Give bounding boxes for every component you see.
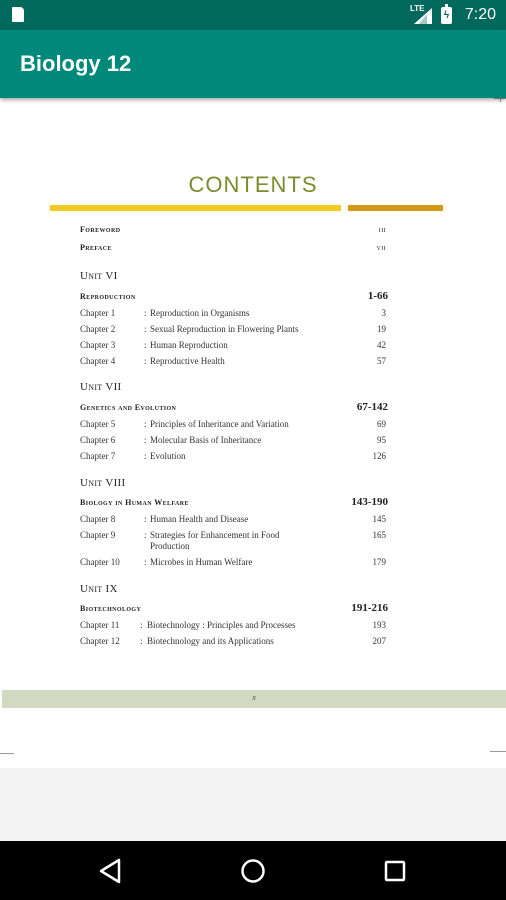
status-bar (0, 0, 506, 30)
toc-section-range: 191-216 (351, 602, 388, 614)
chapter-number: Chapter 5 (80, 419, 116, 429)
toc-section-range: 1-66 (367, 290, 388, 302)
chapter-page: 207 (372, 636, 386, 646)
app-title: Biology 12 (20, 51, 132, 76)
toc-section-reproduction[interactable] (80, 292, 388, 306)
toc-chapter-row[interactable] (80, 356, 388, 370)
toc-chapter-row[interactable] (80, 636, 388, 650)
toc-section-human-welfare[interactable] (80, 498, 388, 512)
chapter-page: 69 (377, 419, 386, 429)
toc-front-label: Foreword (80, 225, 121, 234)
chapter-number: Chapter 11 (80, 620, 120, 630)
chapter-page: 165 (372, 530, 386, 540)
toc-chapter-row[interactable] (80, 451, 388, 465)
toc-section-range: 67-142 (356, 401, 388, 413)
chapter-title: Biotechnology and its Applications (147, 636, 274, 646)
battery-charging-icon (441, 7, 452, 24)
home-icon[interactable] (237, 855, 269, 887)
chapter-separator: : (144, 530, 147, 540)
chapter-title: Reproduction in Organisms (150, 308, 250, 318)
chapter-page: 179 (372, 557, 386, 567)
chapter-separator: : (140, 620, 143, 630)
chapter-number: Chapter 7 (80, 451, 116, 461)
chapter-title: Molecular Basis of Inheritance (150, 435, 262, 445)
chapter-number: Chapter 12 (80, 636, 120, 646)
toc-unit-heading: Unit IX (80, 583, 118, 595)
chapter-page: 3 (381, 308, 386, 318)
chapter-separator: : (144, 451, 147, 461)
toc-front-page: vii (376, 243, 386, 252)
chapter-separator: : (140, 636, 143, 646)
chapter-page: 42 (377, 340, 386, 350)
crop-mark-bottom-right (490, 751, 506, 752)
chapter-page: 193 (372, 620, 386, 630)
toc-section-biotechnology[interactable] (80, 604, 388, 618)
recents-icon[interactable] (379, 855, 411, 887)
network-type-label: LTE (410, 4, 425, 13)
chapter-title: Sexual Reproduction in Flowering Plants (150, 324, 299, 334)
chapter-title: Microbes in Human Welfare (150, 557, 253, 567)
toc-section-title: Reproduction (80, 292, 136, 301)
chapter-separator: : (144, 435, 147, 445)
title-rule-yellow (50, 205, 341, 211)
toc-chapter-row[interactable] (80, 514, 388, 528)
chapter-separator: : (144, 356, 147, 366)
chapter-separator: : (144, 557, 147, 567)
chapter-title: Evolution (150, 451, 186, 461)
chapter-title: Biotechnology : Principles and Processes (147, 620, 296, 630)
toc-chapter-row[interactable] (80, 435, 388, 449)
crop-mark-top-right-vertical (500, 98, 501, 102)
toc-unit-heading: Unit VIII (80, 477, 126, 489)
chapter-separator: : (144, 340, 147, 350)
app-bar (0, 30, 506, 98)
chapter-separator: : (144, 324, 147, 334)
toc-front-foreword[interactable] (80, 225, 388, 239)
chapter-page: 19 (377, 324, 386, 334)
charging-bolt-icon: ϟ (443, 10, 450, 21)
document-page (0, 98, 506, 768)
toc-front-preface[interactable] (80, 243, 388, 257)
navigation-bar (0, 841, 506, 900)
chapter-title: Human Health and Disease (150, 514, 249, 524)
back-icon[interactable] (95, 855, 127, 887)
toc-chapter-row[interactable] (80, 530, 388, 554)
title-rule-gold (348, 205, 443, 211)
toc-section-genetics[interactable] (80, 403, 388, 417)
chapter-number: Chapter 4 (80, 356, 116, 366)
chapter-number: Chapter 1 (80, 308, 116, 318)
toc-chapter-row[interactable] (80, 419, 388, 433)
toc-front-label: Preface (80, 243, 112, 252)
status-clock: 7:20 (464, 6, 496, 23)
toc-chapter-row[interactable] (80, 557, 388, 571)
chapter-page: 95 (377, 435, 386, 445)
toc-front-page: iii (378, 225, 386, 234)
toc-unit-heading: Unit VI (80, 270, 118, 282)
chapter-separator: : (144, 514, 147, 524)
toc-chapter-row[interactable] (80, 324, 388, 338)
chapter-number: Chapter 10 (80, 557, 120, 567)
chapter-page: 126 (372, 451, 386, 461)
crop-mark-bottom-left (0, 753, 14, 754)
toc-section-range: 143-190 (351, 496, 388, 508)
toc-chapter-row[interactable] (80, 308, 388, 322)
chapter-separator: : (144, 419, 147, 429)
sd-card-icon (12, 7, 24, 22)
chapter-title: Principles of Inheritance and Variation (150, 419, 289, 429)
page-folio: x (252, 693, 256, 702)
toc-section-title: Genetics and Evolution (80, 403, 177, 412)
toc-section-title: Biology in Human Welfare (80, 498, 189, 507)
chapter-number: Chapter 6 (80, 435, 116, 445)
signal-icon (414, 8, 432, 24)
chapter-page: 145 (372, 514, 386, 524)
contents-title: CONTENTS (188, 172, 318, 197)
toc-section-title: Biotechnology (80, 604, 142, 613)
toc-chapter-row[interactable] (80, 620, 388, 634)
chapter-page: 57 (377, 356, 386, 366)
page-footer-band (2, 690, 506, 708)
pdf-viewer[interactable] (0, 98, 506, 841)
chapter-title: Human Reproduction (150, 340, 228, 350)
chapter-number: Chapter 2 (80, 324, 116, 334)
chapter-number: Chapter 8 (80, 514, 116, 524)
chapter-title: Reproductive Health (150, 356, 225, 366)
chapter-separator: : (144, 308, 147, 318)
chapter-number: Chapter 3 (80, 340, 116, 350)
chapter-title: Strategies for Enhancement in Food Production (150, 530, 280, 551)
toc-chapter-row[interactable] (80, 340, 388, 354)
toc-unit-heading: Unit VII (80, 381, 122, 393)
chapter-number: Chapter 9 (80, 530, 116, 540)
